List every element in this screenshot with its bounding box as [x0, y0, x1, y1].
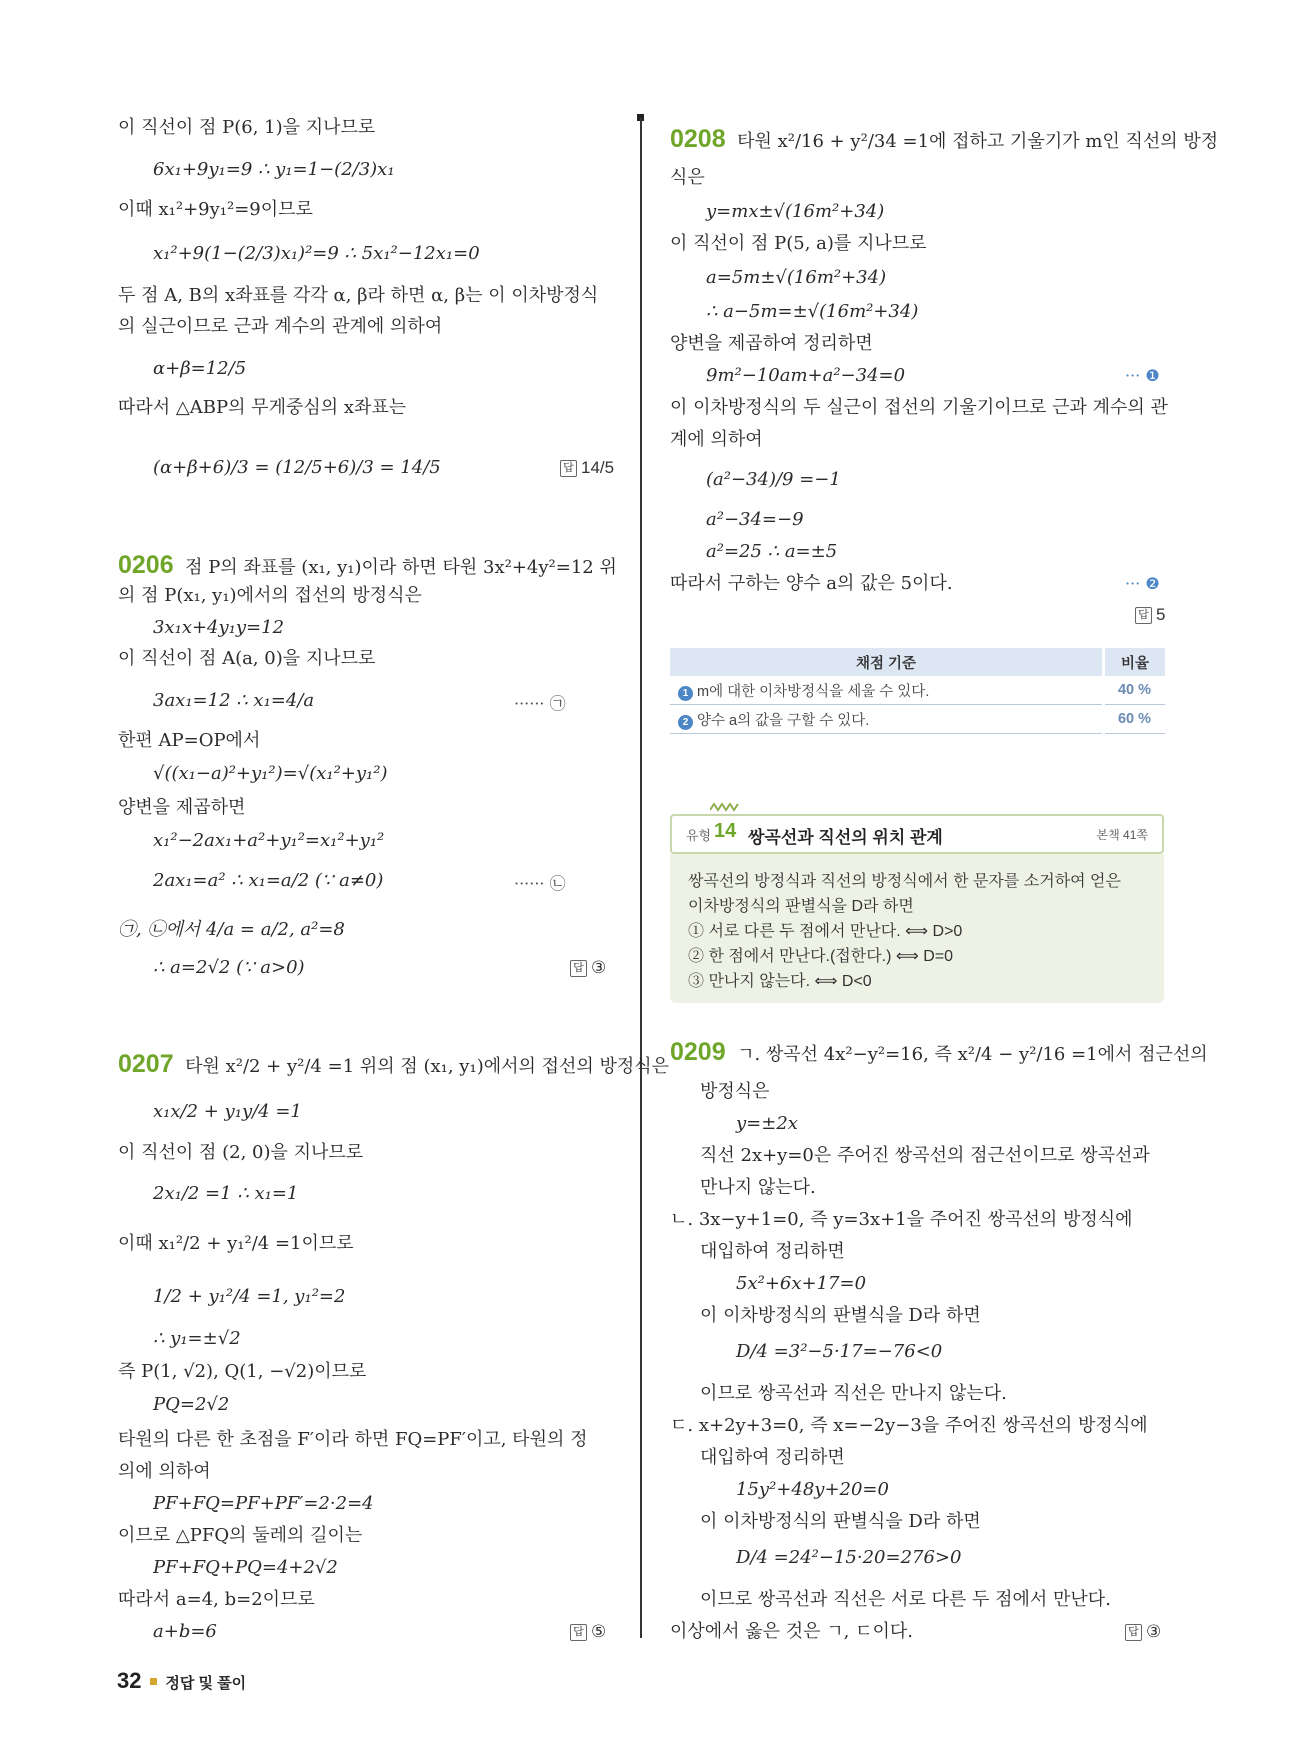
- equation: PF+FQ+PQ=4+2√2: [153, 1557, 338, 1578]
- step-badge: 2: [678, 715, 693, 730]
- answer-icon: 답: [570, 1624, 587, 1641]
- equation: a=5m±√(16m²+34): [706, 267, 887, 288]
- equation: a²=25 ∴ a=±5: [706, 541, 838, 562]
- text-line: 대입하여 정리하면: [700, 1447, 845, 1468]
- equation: x₁x/2 + y₁y/4 =1: [153, 1101, 302, 1122]
- text-line: ㄴ. 3x−y+1=0, 즉 y=3x+1을 주어진 쌍곡선의 방정식에: [670, 1209, 1133, 1230]
- equation: a+b=6: [153, 1621, 217, 1642]
- text-line: 이상에서 옳은 것은 ㄱ, ㄷ이다.: [670, 1621, 913, 1642]
- type-body: [670, 854, 1164, 1003]
- equation: 3ax₁=12 ∴ x₁=4/a: [153, 690, 315, 711]
- text-line: 양변을 제곱하면: [118, 797, 246, 818]
- type-case: ③ 만나지 않는다. ⟺ D<0: [688, 973, 872, 990]
- text-line: 따라서 a=4, b=2이므로: [118, 1589, 315, 1610]
- equation: y=±2x: [736, 1113, 798, 1134]
- table-cell-ratio: 40 %: [1104, 676, 1166, 705]
- scoring-table: [670, 648, 1165, 734]
- text-line: 이 직선이 점 P(6, 1)을 지나므로: [118, 117, 376, 138]
- text-line: 따라서 △ABP의 무게중심의 x좌표는: [118, 397, 407, 418]
- text-line: 이때 x₁²+9y₁²=9이므로: [118, 199, 313, 220]
- type-label: 유형: [686, 828, 712, 843]
- equation: ∴ a=2√2 (∵ a>0): [153, 957, 305, 978]
- equation: ㉠, ㉡에서 4/a = a/2, a²=8: [118, 919, 345, 940]
- answer-value: ⑤: [591, 1622, 607, 1641]
- criteria-text: m에 대한 이차방정식을 세울 수 있다.: [697, 683, 930, 700]
- text-line: 의에 의하여: [118, 1461, 211, 1482]
- text-line: 점 P의 좌표를 (x₁, y₁)이라 하면 타원 3x²+4y²=12 위: [185, 557, 617, 578]
- text-line: 한편 AP=OP에서: [118, 730, 261, 751]
- table-header-criteria: 채점 기준: [670, 648, 1104, 676]
- text-line: 식은: [670, 167, 705, 188]
- text-line: 즉 P(1, √2), Q(1, −√2)이므로: [118, 1361, 367, 1382]
- equation: (a²−34)/9 =−1: [706, 469, 841, 490]
- text-line: 이므로 △PFQ의 둘레의 길이는: [118, 1525, 363, 1546]
- equation: x₁²−2ax₁+a²+y₁²=x₁²+y₁²: [153, 830, 385, 851]
- answer-mark: [1125, 1622, 1161, 1642]
- table-cell: [670, 676, 1104, 705]
- problem-number: 0206: [118, 551, 174, 579]
- text-line: 이 이차방정식의 판별식을 D라 하면: [700, 1511, 981, 1532]
- problem-number: 0207: [118, 1050, 174, 1078]
- answer-mark: [570, 1622, 606, 1642]
- answer-value: ③: [591, 958, 607, 977]
- text-line: 계에 의하여: [670, 429, 763, 450]
- text-line: 타원 x²/16 + y²/34 =1에 접하고 기울기가 m인 직선의 방정: [737, 131, 1219, 152]
- footer-title: 정답 및 풀이: [165, 1675, 247, 1692]
- answer-value: ③: [1146, 1622, 1162, 1641]
- problem-0207-header: [118, 1052, 669, 1079]
- text-line: 이므로 쌍곡선과 직선은 서로 다른 두 점에서 만난다.: [700, 1589, 1111, 1610]
- equation: 5x²+6x+17=0: [736, 1273, 867, 1294]
- text-line: 이 직선이 점 (2, 0)을 지나므로: [118, 1142, 364, 1163]
- text-line: 이 직선이 점 P(5, a)를 지나므로: [670, 233, 927, 254]
- equation: (α+β+6)/3 = (12/5+6)/3 = 14/5: [153, 457, 441, 478]
- table-cell: [670, 705, 1104, 734]
- type-reference: 본책 41쪽: [1096, 828, 1148, 842]
- problem-0206-header: [118, 553, 617, 580]
- equation: PF+FQ=PF+PF′=2·2=4: [153, 1493, 374, 1514]
- equation: a²−34=−9: [706, 509, 804, 530]
- step-marker: ··· ❷: [1125, 574, 1160, 593]
- equation: ∴ y₁=±√2: [153, 1328, 241, 1349]
- text-line: 직선 2x+y=0은 주어진 쌍곡선의 점근선이므로 쌍곡선과: [700, 1145, 1150, 1166]
- equation-marker: ······ ㉡: [514, 874, 566, 893]
- type-text: 이차방정식의 판별식을 D라 하면: [688, 898, 914, 915]
- answer-mark: [560, 458, 614, 478]
- equation: 2x₁/2 =1 ∴ x₁=1: [153, 1183, 299, 1204]
- answer-value: 5: [1156, 605, 1166, 624]
- equation: α+β=12/5: [153, 358, 247, 379]
- step-badge: 1: [678, 686, 693, 701]
- text-line: ㄷ. x+2y+3=0, 즉 x=−2y−3을 주어진 쌍곡선의 방정식에: [670, 1415, 1148, 1436]
- footer-bullet-icon: [150, 1678, 157, 1685]
- text-line: 타원 x²/2 + y²/4 =1 위의 점 (x₁, y₁)에서의 접선의 방정식은: [185, 1056, 670, 1077]
- equation: D/4 =24²−15·20=276>0: [736, 1547, 962, 1568]
- equation: x₁²+9(1−(2/3)x₁)²=9 ∴ 5x₁²−12x₁=0: [153, 243, 480, 264]
- answer-icon: 답: [570, 960, 587, 977]
- text-line: 방정식은: [700, 1081, 770, 1102]
- equation: √((x₁−a)²+y₁²)=√(x₁²+y₁²): [153, 763, 388, 784]
- table-row: [670, 676, 1165, 705]
- table-row: [670, 705, 1165, 734]
- column-divider: [640, 118, 642, 1638]
- criteria-text: 양수 a의 값을 구할 수 있다.: [697, 712, 870, 729]
- text-line: 타원의 다른 한 초점을 F′이라 하면 FQ=PF′이고, 타원의 정: [118, 1429, 588, 1450]
- text-line: 이때 x₁²/2 + y₁²/4 =1이므로: [118, 1233, 354, 1254]
- equation: 2ax₁=a² ∴ x₁=a/2 (∵ a≠0): [153, 870, 384, 891]
- step-marker: ··· ❶: [1125, 366, 1160, 385]
- text-line: 의 점 P(x₁, y₁)에서의 접선의 방정식은: [118, 585, 422, 606]
- page-footer: [117, 1668, 246, 1694]
- text-line: 만나지 않는다.: [700, 1177, 816, 1198]
- table-cell-ratio: 60 %: [1104, 705, 1166, 734]
- type-number: 14: [714, 820, 737, 842]
- type-text: 쌍곡선의 방정식과 직선의 방정식에서 한 문자를 소거하여 얻은: [688, 873, 1121, 890]
- type-case: ① 서로 다른 두 점에서 만난다. ⟺ D>0: [688, 923, 963, 940]
- answer-mark: [1135, 605, 1165, 625]
- text-line: 대입하여 정리하면: [700, 1241, 845, 1262]
- page-number: 32: [117, 1668, 142, 1693]
- type-case: ② 한 점에서 만난다.(접한다.) ⟺ D=0: [688, 948, 954, 965]
- text-line: 양변을 제곱하여 정리하면: [670, 333, 873, 354]
- answer-icon: 답: [1125, 1624, 1142, 1641]
- type-box: [670, 808, 1164, 1003]
- type-title: 쌍곡선과 직선의 위치 관계: [748, 828, 943, 847]
- text-line: 이 이차방정식의 두 실근이 접선의 기울기이므로 근과 계수의 관: [670, 397, 1168, 418]
- problem-number: 0209: [670, 1038, 726, 1066]
- text-line: 이 직선이 점 A(a, 0)을 지나므로: [118, 648, 376, 669]
- text-line: 이 이차방정식의 판별식을 D라 하면: [700, 1305, 981, 1326]
- text-line: 따라서 구하는 양수 a의 값은 5이다.: [670, 573, 953, 594]
- text-line: 두 점 A, B의 x좌표를 각각 α, β라 하면 α, β는 이 이차방정식: [118, 285, 599, 306]
- text-line: ㄱ. 쌍곡선 4x²−y²=16, 즉 x²/4 − y²/16 =1에서 점근선의: [737, 1044, 1208, 1065]
- table-header-ratio: 비율: [1104, 648, 1166, 676]
- equation: 1/2 + y₁²/4 =1, y₁²=2: [153, 1286, 346, 1307]
- equation: y=mx±√(16m²+34): [706, 201, 885, 222]
- wave-icon: [710, 802, 740, 812]
- type-header: [670, 814, 1164, 854]
- answer-mark: [570, 958, 606, 978]
- problem-number: 0208: [670, 125, 726, 153]
- equation: 15y²+48y+20=0: [736, 1479, 889, 1500]
- equation: PQ=2√2: [153, 1394, 230, 1415]
- answer-icon: 답: [560, 460, 577, 477]
- problem-0208-header: [670, 127, 1218, 154]
- equation: 3x₁x+4y₁y=12: [153, 617, 285, 638]
- text-line: 의 실근이므로 근과 계수의 관계에 의하여: [118, 316, 443, 337]
- answer-icon: 답: [1135, 607, 1152, 624]
- answer-value: 14/5: [581, 458, 615, 477]
- text-line: 이므로 쌍곡선과 직선은 만나지 않는다.: [700, 1383, 1007, 1404]
- equation-marker: ······ ㉠: [514, 694, 566, 713]
- equation: 6x₁+9y₁=9 ∴ y₁=1−(2/3)x₁: [153, 159, 395, 180]
- equation: D/4 =3²−5·17=−76<0: [736, 1341, 943, 1362]
- problem-0209-header: [670, 1040, 1208, 1067]
- equation: ∴ a−5m=±√(16m²+34): [706, 301, 919, 322]
- equation: 9m²−10am+a²−34=0: [706, 365, 906, 386]
